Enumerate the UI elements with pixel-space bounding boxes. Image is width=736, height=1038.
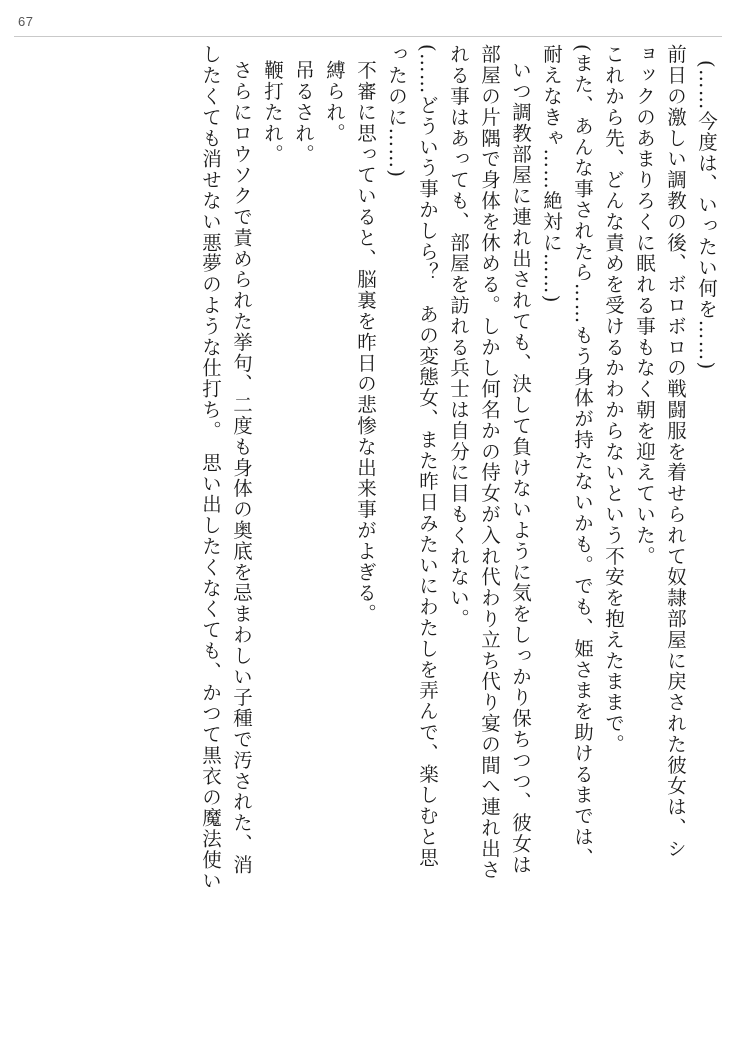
- text-line: したくても消せない悪夢のような仕打ち。 思い出したくなくても、かつて黒衣の魔法使い: [199, 44, 222, 892]
- text-line: (また、あんな事されたら……もう身体が持たないかも。でも、姫さまを助けるまでは、: [571, 44, 594, 869]
- text-line: ったのに……): [385, 44, 408, 179]
- text-line: 鞭打たれ。: [261, 60, 284, 165]
- text-line: これから先、どんな責めを受けるかわからないという不安を抱えたままで。: [602, 44, 625, 755]
- text-line: 縛られ。: [323, 60, 346, 144]
- text-line: 耐えなきゃ……絶対に……): [540, 44, 563, 304]
- vertical-text-body: [20, 44, 716, 1024]
- text-line: 吊るされ。: [292, 60, 315, 165]
- text-line: (……どういう事かしら？ あの変態女、また昨日みたいにわたしを弄んで、楽しむと思: [416, 44, 439, 869]
- text-line: ョックのあまりろくに眠れる事もなく朝を迎えていた。: [633, 44, 656, 567]
- text-line: いつ調教部屋に連れ出されても、決して負けないように気をしっかり保ちつつ、彼女は: [509, 60, 532, 876]
- text-line: れる事はあっても、部屋を訪れる兵士は自分に目もくれない。: [447, 44, 470, 630]
- page-number: 67: [18, 14, 34, 29]
- header-divider: [14, 36, 722, 37]
- text-line: 不審に思っていると、脳裏を昨日の悲惨な出来事がよぎる。: [354, 60, 377, 625]
- text-line: さらにロウソクで責められた挙句、二度も身体の奥底を忌まわしい子種で汚された、消: [230, 60, 253, 876]
- text-line: (……今度は、いったい何を……): [695, 60, 718, 371]
- text-line: 前日の激しい調教の後、ボロボロの戦闘服を着せられて奴隷部屋に戻された彼女は、シ: [664, 44, 687, 860]
- text-line: 部屋の片隅で身体を休める。しかし何名かの侍女が入れ代わり立ち代り宴の間へ連れ出さ: [478, 44, 501, 881]
